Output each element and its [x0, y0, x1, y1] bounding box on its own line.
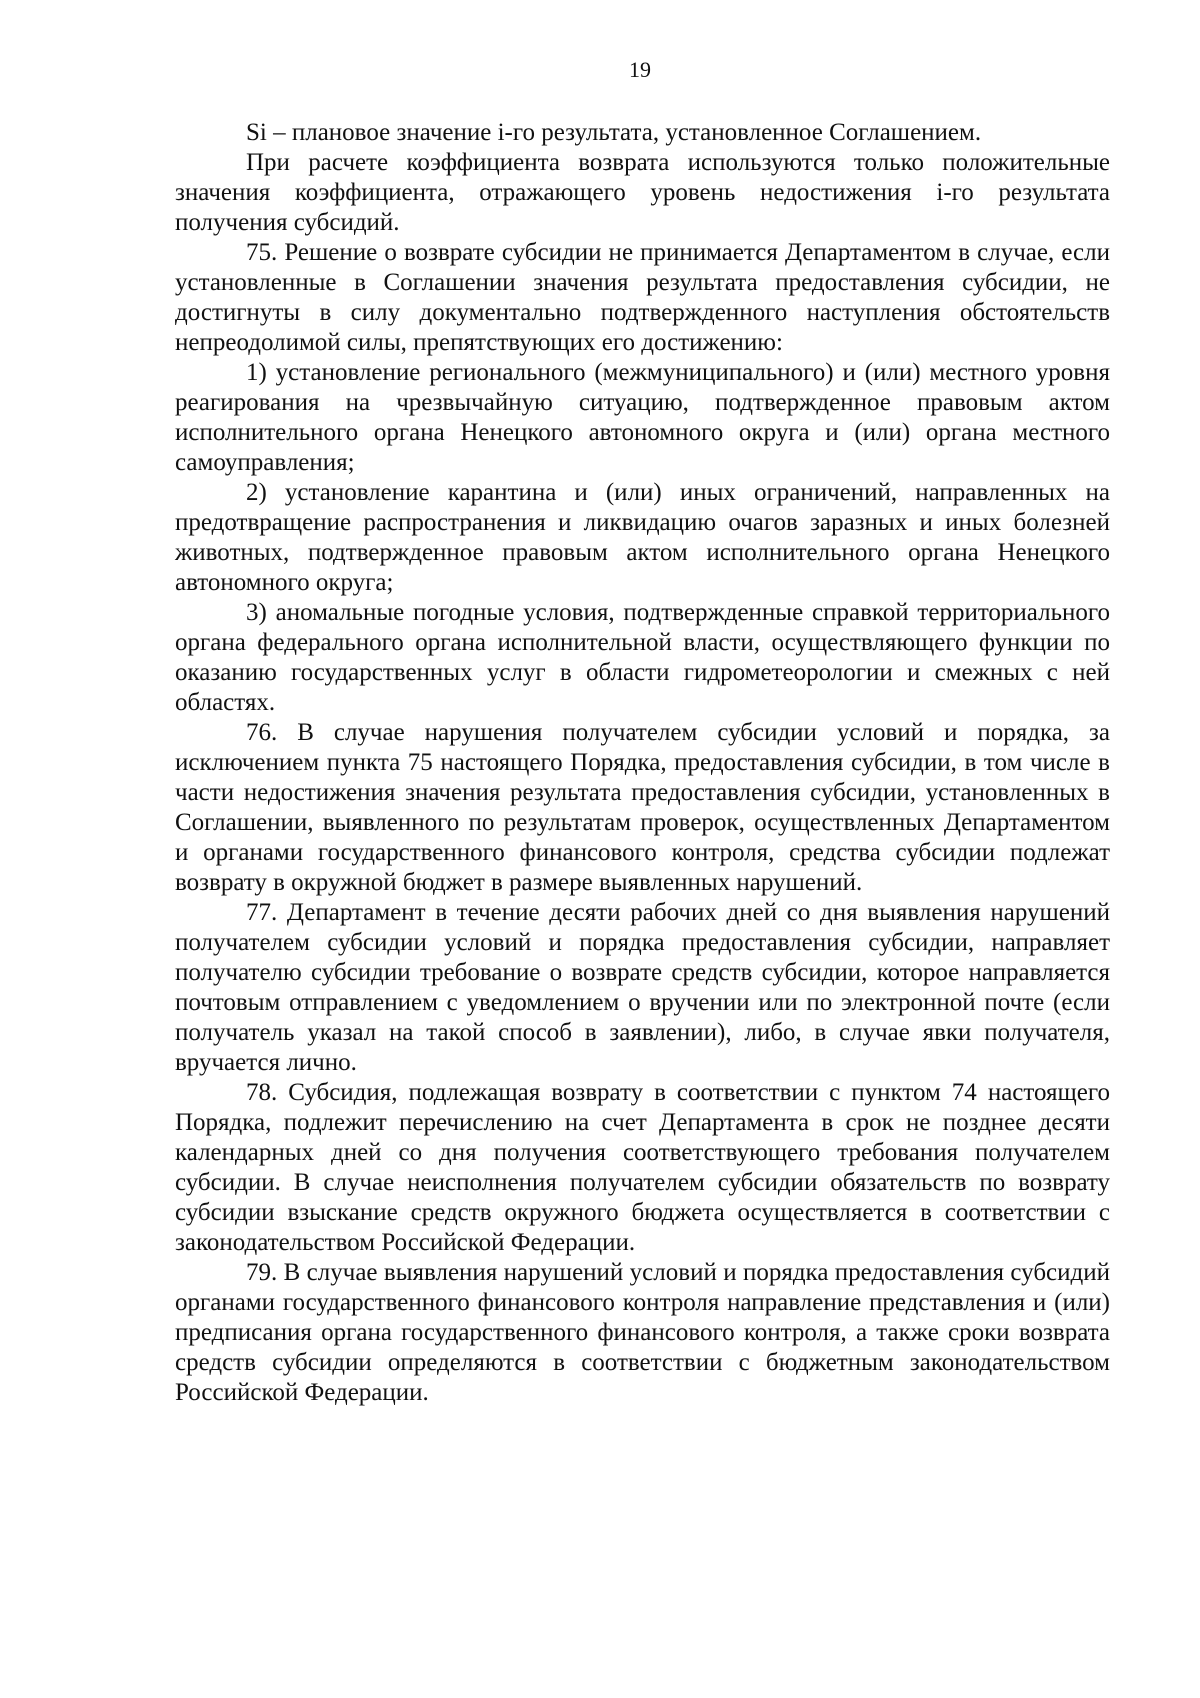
- paragraph-si-definition: Si – плановое значение i-го результата, установленное Соглашением.: [246, 119, 982, 146]
- page-number: 19: [629, 57, 651, 82]
- document-body: [175, 118, 1110, 1408]
- paragraph-79: 79. В случае выявления нарушений условий и порядка предоставления субсидий органами государственного финансового контроля направление представления и (или) предписания органа государственного финансового контроля, а также сроки возврата средств субсидии определяются в соответствии с бюджетным законодательством Российской Федерации.: [175, 1259, 1110, 1406]
- paragraph-75-item-1: 1) установление регионального (межмуниципального) и (или) местного уровня реагирования на чрезвычайную ситуацию, подтвержденное правовым актом исполнительного органа Ненецкого автономного округа и (или) органа местного самоуправления;: [175, 359, 1110, 476]
- paragraph-coefficient-note: При расчете коэффициента возврата используются только положительные значения коэффициента, отражающего уровень недостижения i-го результата получения субсидий.: [175, 149, 1110, 236]
- paragraph-76: 76. В случае нарушения получателем субсидии условий и порядка, за исключением пункта 75 настоящего Порядка, предоставления субсидии, в том числе в части недостижения значения результата предоставления субсидии, установленных в Соглашении, выявленного по результатам проверок, осуществленных Департаментом и органами государственного финансового контроля, средства субсидии подлежат возврату в окружной бюджет в размере выявленных нарушений.: [175, 719, 1110, 896]
- paragraph-75-item-2: 2) установление карантина и (или) иных ограничений, направленных на предотвращение распространения и ликвидацию очагов заразных и иных болезней животных, подтвержденное правовым актом исполнительного органа Ненецкого автономного округа;: [175, 479, 1110, 596]
- paragraph-78: 78. Субсидия, подлежащая возврату в соответствии с пунктом 74 настоящего Порядка, подлежит перечислению на счет Департамента в срок не позднее десяти календарных дней со дня получения соответствующего требования получателем субсидии. В случае неисполнения получателем субсидии обязательств по возврату субсидии взыскание средств окружного бюджета осуществляется в соответствии с законодательством Российской Федерации.: [175, 1079, 1110, 1256]
- paragraph-75: 75. Решение о возврате субсидии не принимается Департаментом в случае, если установленные в Соглашении значения результата предоставления субсидии, не достигнуты в силу документально подтвержденного наступления обстоятельств непреодолимой силы, препятствующих его достижению:: [175, 239, 1110, 356]
- paragraph-75-item-3: 3) аномальные погодные условия, подтвержденные справкой территориального органа федерального органа исполнительной власти, осуществляющего функции по оказанию государственных услуг в области гидрометеорологии и смежных с ней областях.: [175, 599, 1110, 716]
- paragraph-77: 77. Департамент в течение десяти рабочих дней со дня выявления нарушений получателем субсидии условий и порядка предоставления субсидии, направляет получателю субсидии требование о возврате средств субсидии, которое направляется почтовым отправлением с уведомлением о вручении или по электронной почте (если получатель указал на такой способ в заявлении), либо, в случае явки получателя, вручается лично.: [175, 899, 1110, 1076]
